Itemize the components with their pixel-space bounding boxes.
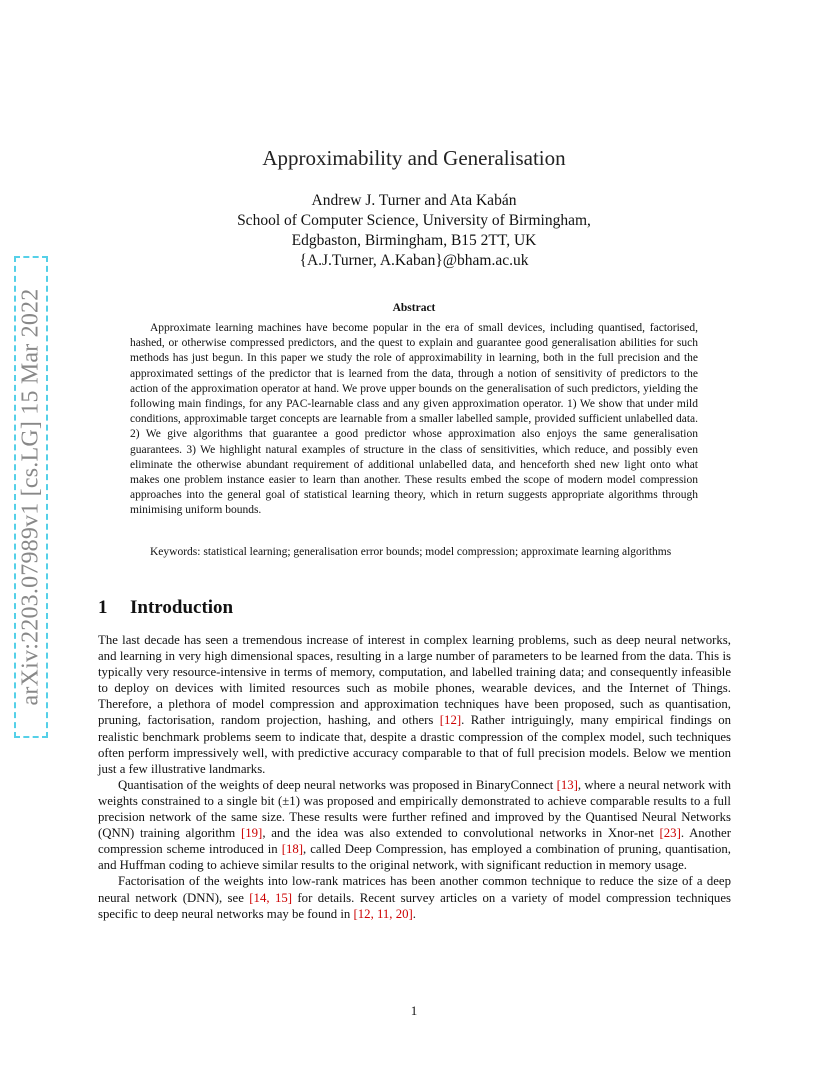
- paragraph-text: for details. Recent survey articles on a variety of model compression techniques specific to deep neural networks may be found in: [98, 890, 731, 921]
- affiliation-line-1: School of Computer Science, University of Birmingham,: [237, 212, 591, 229]
- author-names: Andrew J. Turner and Ata Kabán: [311, 192, 517, 209]
- page-number: 1: [410, 1003, 418, 1018]
- citation-link[interactable]: [19]: [241, 826, 263, 841]
- paragraph-text: Factorisation of the weights into low-rank matrices has been another common technique to reduce the size of a deep neural network (DNN), see: [98, 874, 731, 905]
- paragraph: [98, 632, 731, 777]
- abstract-body: Approximate learning machines have become popular in the era of small devices, including quantised, factorised, hashed, or otherwise compressed predictors, and the quest to explain and guarantee good generalisation abilities for such methods has just begun. In this paper we study the role of approximability in learning, both in the full precision and the approximated settings of the predictor that is learned from the data, through a notion of sensitivity of predictors to the action of the approximation operator at hand. We prove upper bounds on the generalisation of such predictors, yielding the following main findings, for any PAC-learnable class and any given approximation operator. 1) We show that under mild conditions, approximable target concepts are learnable from a smaller labelled sample, provided sufficient unlabelled data. 2) We give algorithms that guarantee a good predictor whose approximation also enjoys the same generalisation guarantees. 3) We highlight natural examples of structure in the class of sensitivities, which reduce, and possibly even eliminate the otherwise abundant requirement of additional unlabelled data, and henceforth shed new light onto what makes one problem instance easier to learn than another. These results embed the scope of modern model compression approaches into the general goal of statistical learning theory, which in return suggests appropriate algorithms through minimising uniform bounds.: [130, 322, 698, 517]
- section-title: Introduction: [130, 597, 234, 618]
- paragraph-text: .: [412, 906, 416, 921]
- paper-title: Approximability and Generalisation: [262, 146, 566, 170]
- citation-link[interactable]: [18]: [281, 842, 304, 857]
- paragraph-text: . Rather intriguingly, many empirical findings on realistic benchmark problems seem to indicate that, despite a drastic compression of the complex model, such techniques often perform impressively well, with predictive accuracy comparable to that of full precision models. Below we mention just a few illustrative landmarks.: [98, 713, 732, 776]
- arxiv-identifier: arXiv:2203.07989v1 [cs.LG] 15 Mar 2022: [17, 288, 44, 706]
- citation-link[interactable]: [12]: [439, 713, 462, 728]
- section-number: 1: [98, 597, 108, 618]
- paragraph: [98, 777, 731, 874]
- paragraph-text: . Another compression scheme introduced in: [98, 826, 731, 857]
- section-heading: [98, 597, 233, 619]
- paragraph: [98, 873, 731, 921]
- paragraph-text: , called Deep Compression, has employed a combination of pruning, quantisation, and Huffman coding to achieve similar results to the original network, with significant reduction in memory usage.: [98, 842, 732, 873]
- citation-link[interactable]: [12, 11, 20]: [353, 906, 413, 921]
- paragraph-text: , and the idea was also extended to convolutional networks in Xnor-net: [262, 826, 660, 841]
- paragraph-text: , where a neural network with weights constrained to a single bit (±1) was proposed and empirically demonstrated to achieve comparable results to a full precision network of the same size. These results were further refined and improved by the Quantised Neural Networks (QNN) training algorithm: [98, 777, 732, 841]
- paragraph-text: Quantisation of the weights of deep neural networks was proposed in BinaryConnect: [118, 777, 557, 792]
- author-block: [0, 191, 828, 271]
- affiliation-line-2: Edgbaston, Birmingham, B15 2TT, UK: [291, 232, 537, 249]
- abstract-heading: Abstract: [392, 302, 436, 314]
- keywords: Keywords: statistical learning; generalisation error bounds; model compression; approximate learning algorithms: [150, 546, 672, 558]
- arxiv-stamp: [14, 256, 48, 738]
- citation-link[interactable]: [23]: [659, 826, 681, 841]
- citation-link[interactable]: [14, 15]: [249, 890, 293, 905]
- introduction-body: [98, 632, 731, 922]
- author-email: {A.J.Turner, A.Kaban}@bham.ac.uk: [299, 252, 529, 269]
- citation-link[interactable]: [13]: [556, 777, 578, 792]
- paragraph-text: The last decade has seen a tremendous increase of interest in complex learning problems, such as deep neural networks, and learning in very high dimensional spaces, resulting in a large number of parameters to be learned from the data. This is typically very resource-intensive in terms of memory, computation, and labelled training data; and consequently infeasible to deploy on devices with limited resources such as mobile phones, wearable devices, and the Internet of Things. Therefore, a plethora of model compression and approximation techniques have been proposed, such as quantisation, pruning, factorisation, random projection, hashing, and others: [98, 633, 731, 728]
